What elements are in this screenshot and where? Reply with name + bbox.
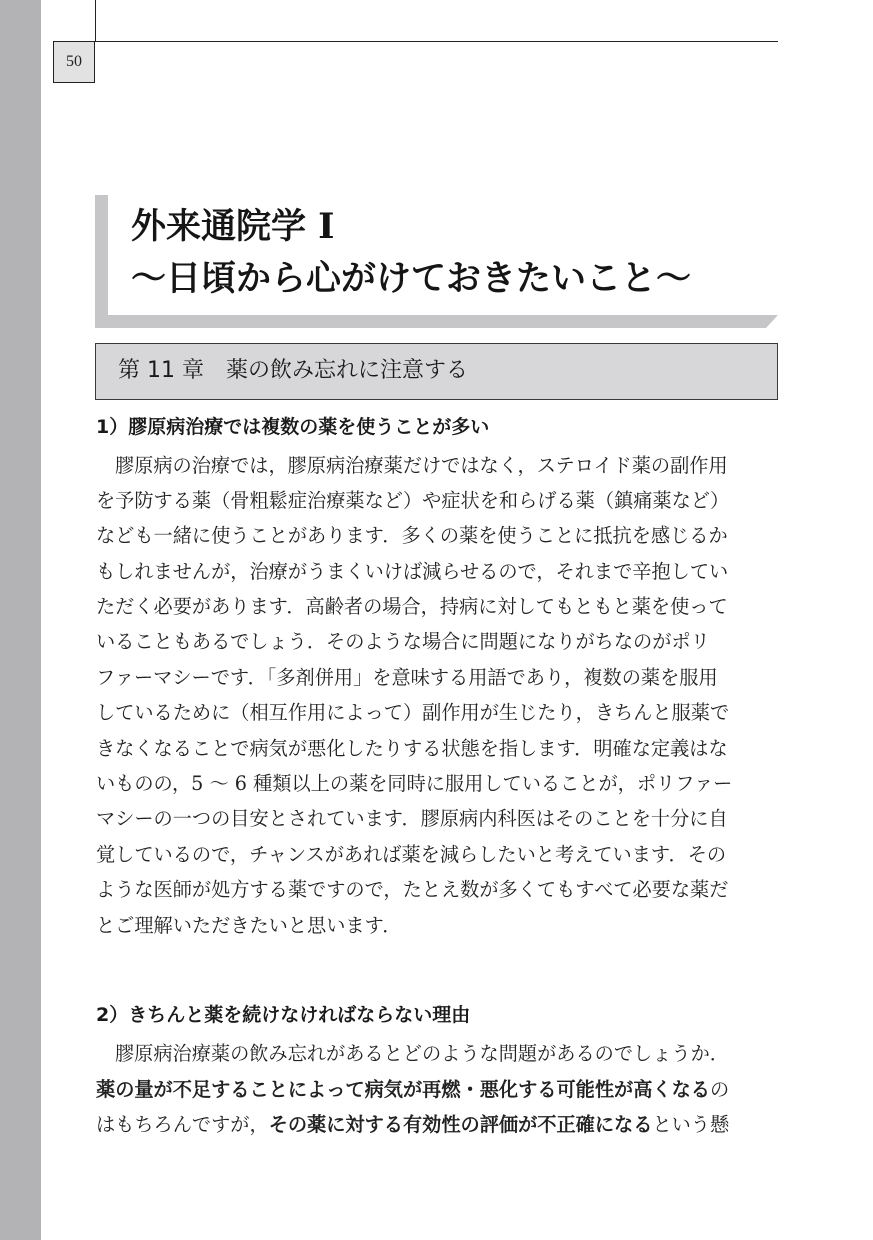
emphasis-text: その薬に対する有効性の評価が不正確になる <box>268 1113 653 1136</box>
section-1-line: マシーの一つの目安とされています．膠原病内科医はそのことを十分に自 <box>96 807 728 830</box>
body-text: という懸 <box>652 1113 730 1136</box>
chapter-title-line-2: 〜日頃から心がけておきたいこと〜 <box>131 258 692 299</box>
section-2-line: 膠原病治療薬の飲み忘れがあるとどのような問題があるのでしょうか． <box>115 1042 729 1065</box>
chapter-title-line-1: 外来通院学 I <box>131 206 335 247</box>
emphasis-text: の量が不足することによって病気が再燃・悪化する可能性が高くなる <box>115 1078 710 1101</box>
emphasis-text: 薬 <box>96 1078 116 1101</box>
title-accent-horizontal <box>95 315 778 328</box>
section-1-line: いものの，5 〜 6 種類以上の薬を同時に服用していることが，ポリファー <box>96 772 733 795</box>
title-accent-vertical <box>95 195 108 328</box>
section-1-line: なども一緒に使うことがあります．多くの薬を使うことに抵抗を感じるか <box>96 524 728 547</box>
section-1-line: ような医師が処方する薬ですので，たとえ数が多くてもすべて必要な薬だ <box>96 878 729 901</box>
section-1-line: しているために（相互作用によって）副作用が生じたり，きちんと服薬で <box>96 701 730 724</box>
section-1-line: きなくなることで病気が悪化したりする状態を指します．明確な定義はな <box>96 737 728 760</box>
section-1-line: もしれませんが，治療がうまくいけば減らせるので，それまで辛抱してい <box>96 560 729 583</box>
body-text: はもちろんですが， <box>96 1113 269 1136</box>
section-1-line: ファーマシーです．「多剤併用」を意味する用語であり，複数の薬を服用 <box>96 666 718 689</box>
body-text: の <box>710 1078 730 1101</box>
section-2-line <box>96 1112 779 1138</box>
section-2-heading: 2）きちんと薬を続けなければならない理由 <box>96 1004 471 1026</box>
section-1-line: を予防する薬（骨粗鬆症治療薬など）や症状を和らげる薬（鎮痛薬など） <box>96 489 730 512</box>
section-1-line: とご理解いただきたいと思います． <box>96 914 402 937</box>
section-1-line: ただく必要があります．高齢者の場合，持病に対してもともと薬を使って <box>96 595 728 618</box>
chapter-title-block <box>95 195 778 328</box>
chapter-heading-box <box>95 343 778 400</box>
section-1-heading: 1）膠原病治療では複数の薬を使うことが多い <box>96 416 490 438</box>
section-2-line <box>96 1077 779 1103</box>
section-1-line: 膠原病の治療では，膠原病治療薬だけではなく，ステロイド薬の副作用 <box>115 454 728 477</box>
header-rule <box>95 41 778 42</box>
page-number: 50 <box>53 41 95 83</box>
header-vertical-rule <box>95 0 96 41</box>
chapter-heading: 第 11 章 薬の飲み忘れに注意する <box>118 358 468 383</box>
section-1-line: 覚しているので，チャンスがあれば薬を減らしたいと考えています．その <box>96 843 727 866</box>
section-1-line: いることもあるでしょう．そのような場合に問題になりがちなのがポリ <box>96 630 710 653</box>
page-margin-band <box>0 0 41 1240</box>
